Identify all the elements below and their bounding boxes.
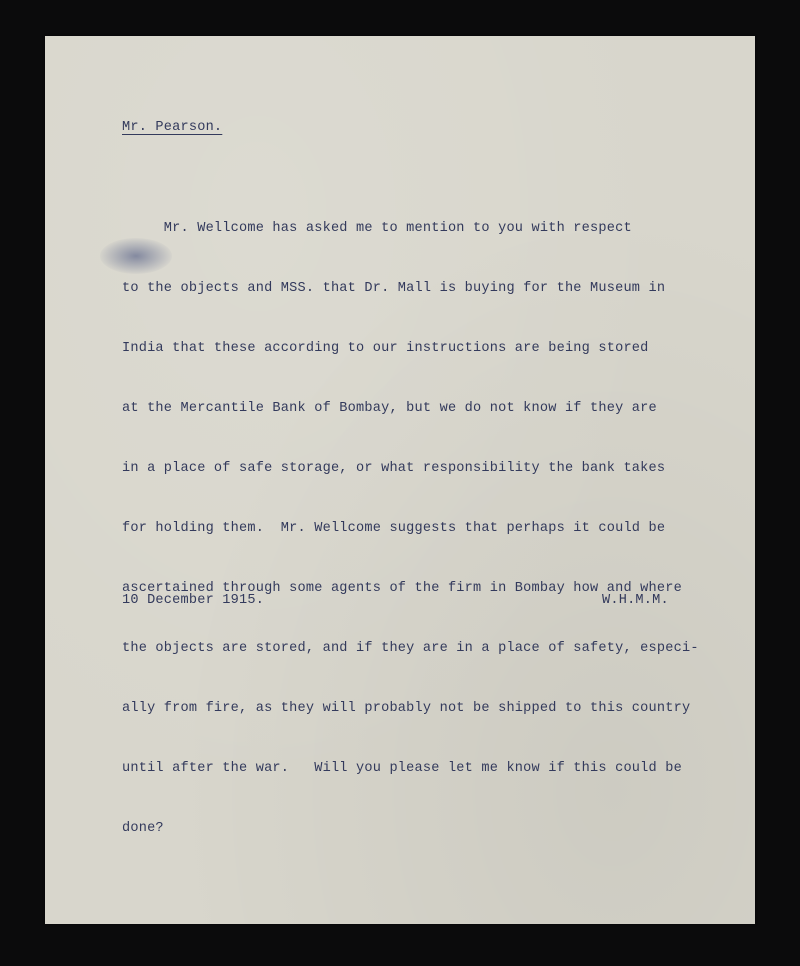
body-line: ally from fire, as they will probably not be shipped to this country (122, 701, 691, 716)
body-line: the objects are stored, and if they are in a place of safety, especi- (122, 641, 699, 656)
body-line: until after the war. Will you please let me know if this could be (122, 761, 682, 776)
body-line: done? (122, 821, 164, 836)
body-line: for holding them. Mr. Wellcome suggests that perhaps it could be (122, 521, 666, 536)
letter-page (45, 36, 755, 924)
letter-body (122, 186, 742, 876)
body-line: Mr. Wellcome has asked me to mention to you with respect (122, 221, 632, 236)
body-line: to the objects and MSS. that Dr. Mall is buying for the Museum in (122, 281, 666, 296)
addressee-heading: Mr. Pearson. (122, 120, 223, 135)
body-line: India that these according to our instructions are being stored (122, 341, 649, 356)
body-line: ascertained through some agents of the firm in Bombay how and where (122, 581, 682, 596)
body-line: at the Mercantile Bank of Bombay, but we do not know if they are (122, 401, 657, 416)
body-line: in a place of safe storage, or what responsibility the bank takes (122, 461, 666, 476)
signature-initials: W.H.M.M. (602, 593, 669, 608)
letter-date: 10 December 1915. (122, 593, 265, 608)
